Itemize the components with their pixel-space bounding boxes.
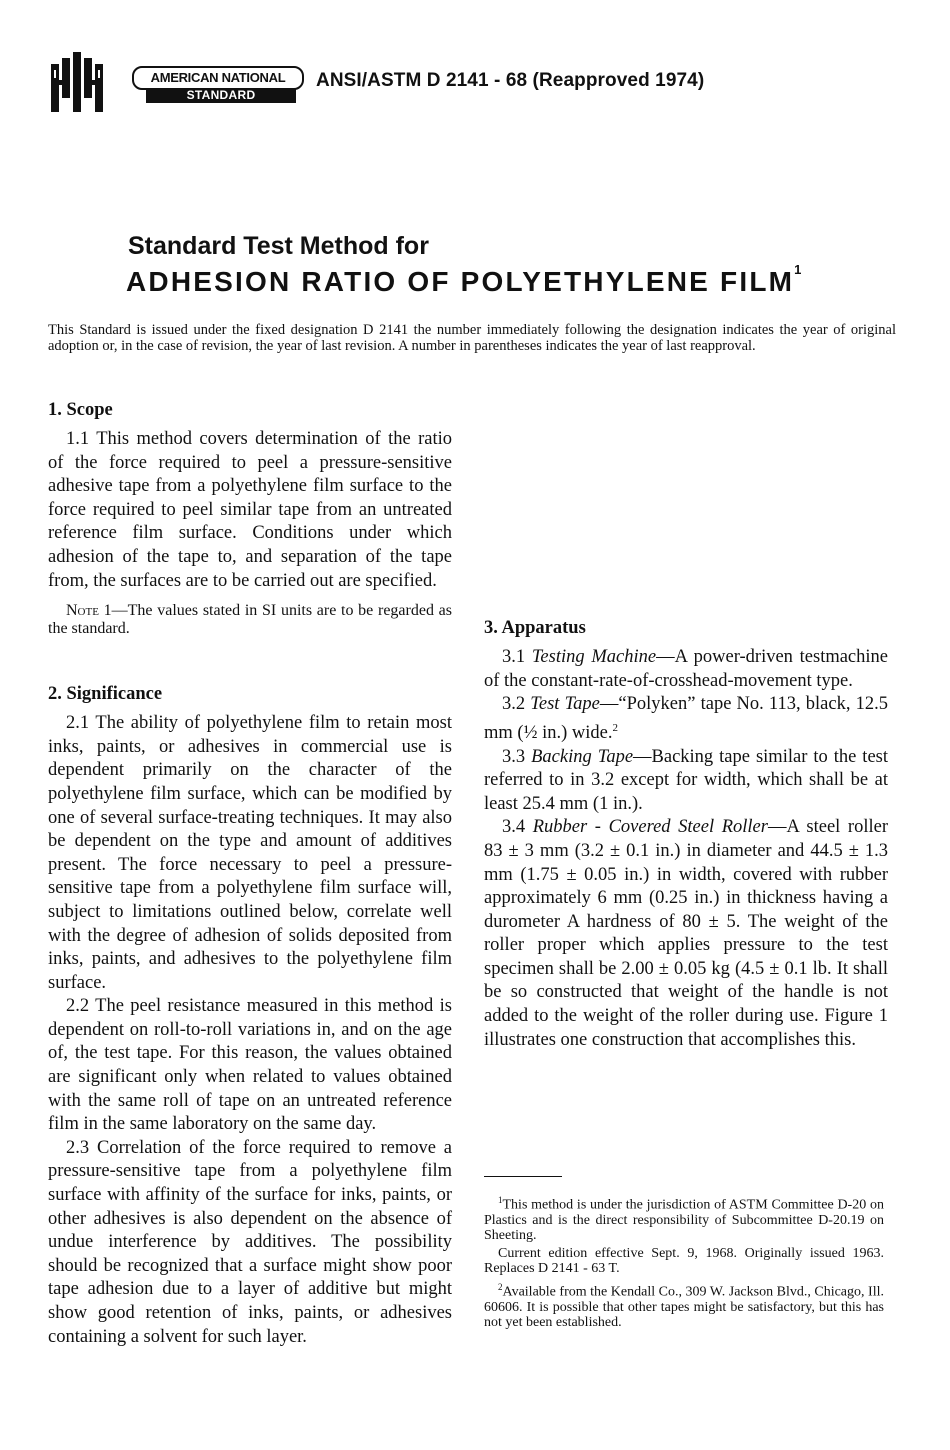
note-1	[48, 602, 452, 638]
num-3-3: 3.3	[502, 746, 526, 767]
astm-logo-mark	[48, 50, 110, 114]
astm-logo	[48, 50, 110, 114]
text-3-1: —A power-driven testmachine of the constant-rate-of-crosshead-movement type.	[484, 647, 888, 691]
term-testing-machine: Testing Machine	[531, 647, 657, 667]
paragraph-2-3: 2.3 Correlation of the force required to remove a pressure-sensitive tape from a polyethylene film surface with affinity of the surface for inks, paints, or other adhesives is also dependent on the absence of undue interference by additives. The possibility should be recognized that a surface might show poor tape adhesion due to a layer of additive but might show good retention of inks, paints, or adhesives containing a solvent for such layer.	[48, 1137, 452, 1347]
standard-designation: ANSI/ASTM D 2141 - 68 (Reapproved 1974)	[316, 70, 705, 91]
paragraph-2-2: 2.2 The peel resistance measured in this method is dependent on roll-to-roll variations in, and on the age of, the test tape. For this reason, the values obtained are significant only when related to values obtained with the same roll of tape on an untreated reference film in the same laboratory on the same day.	[48, 996, 452, 1135]
footnote-rule	[484, 1176, 562, 1177]
column-flow-spacer	[484, 398, 888, 616]
num-3-4: 3.4	[502, 817, 526, 838]
title-footnote-mark: 1	[794, 262, 802, 277]
paragraph-1-1: 1.1 This method covers determination of the ratio of the force required to peel a pressure-sensitive adhesive tape from a polyethylene film surface to the force required to peel similar tape from an untreated reference film surface. Conditions under which adhesion of the tape to, and separation of the tape from, the surfaces are to be carried out are specified.	[48, 429, 452, 591]
note-label: Note 1	[66, 602, 112, 620]
paragraph-3-1	[484, 646, 888, 693]
footnotes	[484, 1193, 884, 1333]
footnote-2-text: Available from the Kendall Co., 309 W. Jackson Blvd., Chicago, Ill. 60606. It is possible that other tapes might be satisfactory, but this has not yet been established.	[484, 1284, 884, 1330]
footnote-1	[484, 1193, 884, 1243]
ans-badge-top: AMERICAN NATIONAL	[132, 66, 304, 90]
footnote-2	[484, 1280, 884, 1330]
american-national-standard-badge	[132, 66, 310, 106]
paragraph-3-3	[484, 746, 888, 817]
paragraph-3-2	[484, 693, 888, 745]
section-heading-significance: 2. Significance	[48, 684, 163, 705]
footnote-1-text: This method is under the jurisdiction of ASTM Committee D-20 on Plastics and is the direct responsibility of Subcommittee D-20.19 on Sheeting.	[484, 1197, 884, 1244]
paragraph-3-4	[484, 816, 888, 1052]
paragraph-2-1: 2.1 The ability of polyethylene film to retain most inks, paints, or adhesives in commercial use is dependent primarily on the character of the polyethylene film surface, which can be modified by one of several surface-treating techniques. It may also be dependent on the type and amount of additives present. The force necessary to peel a pressure-sensitive tape from a polyethylene film surface will, subject to limitations outlined below, correlate well with the degree of adhesion of solids deposited from inks, paints, and adhesives to the polyethylene film surface.	[48, 713, 452, 993]
footnote-1-edition: Current edition effective Sept. 9, 1968. Originally issued 1963. Replaces D 2141 - 63 T.	[484, 1246, 884, 1277]
title-line-1: Standard Test Method for	[128, 232, 429, 260]
issuance-notice: This Standard is issued under the fixed designation D 2141 the number immediately following the designation indicates the year of original adoption or, in the case of revision, the year of last revision. A number in parentheses indicates the year of last reapproval.	[48, 322, 896, 354]
text-3-3: —Backing tape similar to the test referred to in 3.2 except for width, which shall be at least 25.4 mm (1 in.).	[484, 746, 889, 814]
text-3-4: —A steel roller 83 ± 3 mm (3.2 ± 0.1 in.) in diameter and 44.5 ± 1.3 mm (1.75 ± 0.05 in.) in width, covered with rubber approximately 6 mm (0.25 in.) in thickness having a durometer A hardness of 80 ± 5. The weight of the roller proper which applies pressure to the test specimen shall be 2.00 ± 0.05 kg (4.5 ± 0.1 lb. It shall be so constructed that weight of the handle is not added to the weight of the roller during use. Figure 1 illustrates one construction that accomplishes this.	[484, 817, 888, 1050]
section-heading-scope: 1. Scope	[48, 400, 113, 420]
left-column	[48, 398, 452, 1349]
footnote-ref-2: 2	[612, 721, 618, 734]
term-backing-tape: Backing Tape	[531, 746, 634, 767]
section-heading-apparatus: 3. Apparatus	[484, 618, 586, 638]
right-column	[484, 398, 888, 1052]
footnote-2-mark: 2	[498, 1281, 503, 1292]
page-header	[48, 48, 908, 118]
note-text: —The values stated in SI units are to be regarded as the standard.	[48, 602, 452, 638]
footnote-1-mark: 1	[498, 1195, 503, 1205]
text-3-2: —“Polyken” tape No. 113, black, 12.5 mm (½ in.) wide.	[484, 694, 888, 743]
title-line-2	[126, 262, 802, 298]
num-3-1: 3.1	[502, 647, 526, 667]
title-main: ADHESION RATIO OF POLYETHYLENE FILM	[126, 266, 795, 297]
term-test-tape: Test Tape	[530, 694, 600, 715]
num-3-2: 3.2	[502, 694, 526, 715]
ans-badge-bottom: STANDARD	[146, 88, 296, 103]
term-roller: Rubber - Covered Steel Roller	[532, 817, 768, 838]
